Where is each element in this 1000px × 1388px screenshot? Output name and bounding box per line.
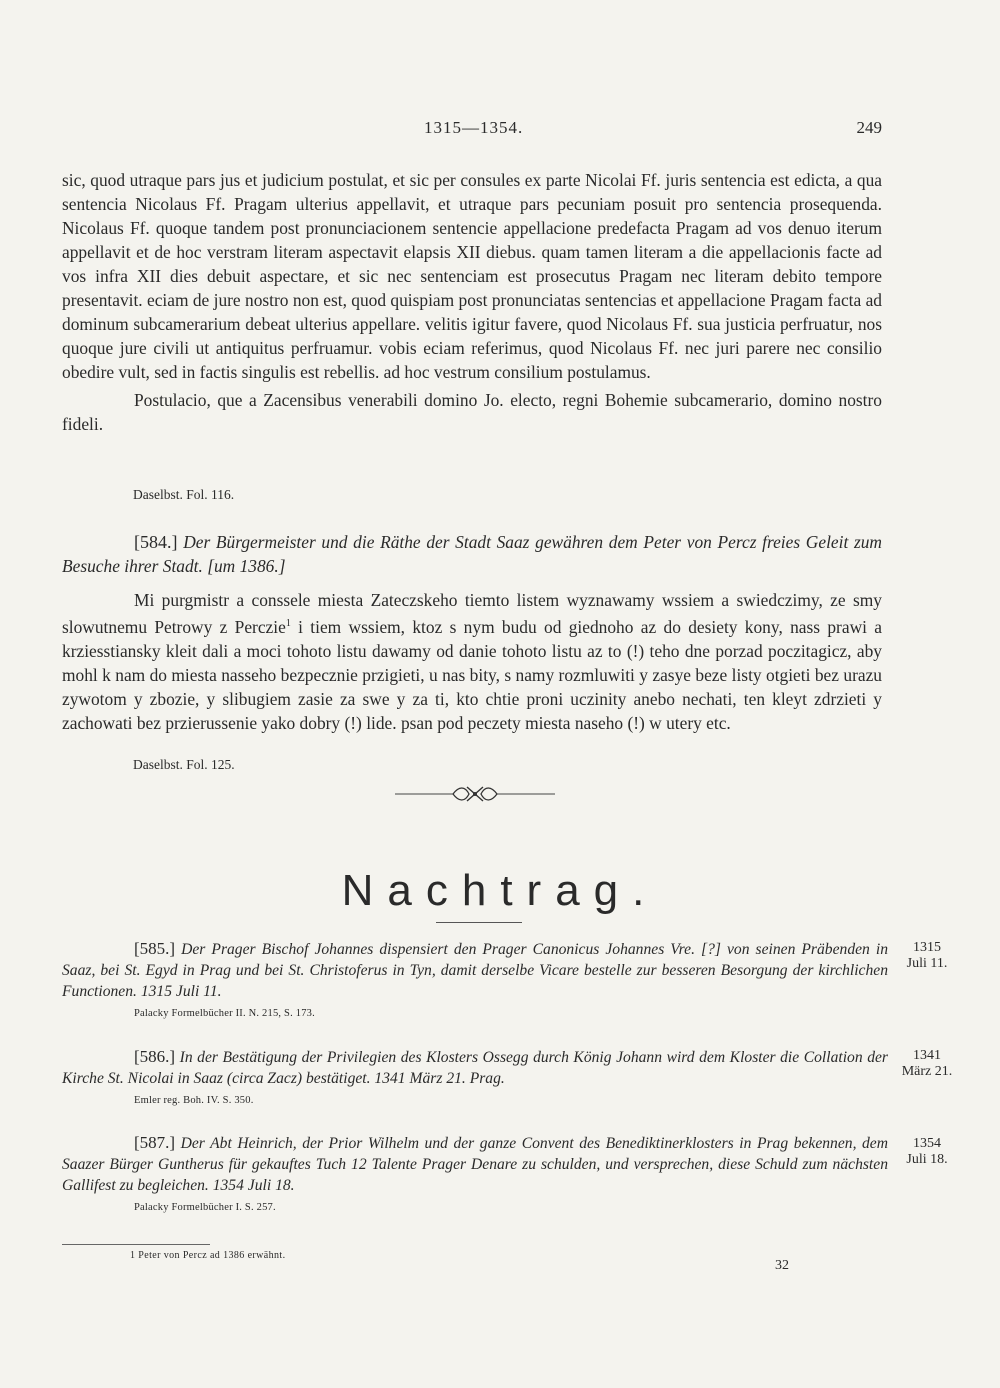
source-note: Daselbst. Fol. 116. bbox=[133, 487, 235, 502]
margin-date-year: 1315 bbox=[913, 940, 941, 955]
margin-date-day: Juli 11. bbox=[906, 956, 948, 971]
source-note: Daselbst. Fol. 125. bbox=[133, 757, 235, 772]
footnote: 1 Peter von Percz ad 1386 erwähnt. bbox=[130, 1250, 286, 1261]
paragraph: Postulacio, que a Zacensibus venerabili domino Jo. electo, regni Bohemie subcamerario, domino nostro fideli. bbox=[62, 390, 882, 434]
nachtrag-entry bbox=[62, 938, 888, 1019]
entry-source: Palacky Formelbücher II. N. 215, S. 173. bbox=[134, 1008, 315, 1019]
margin-date bbox=[892, 1136, 962, 1168]
nachtrag-entry bbox=[62, 1046, 888, 1106]
entry-regest: Der Abt Heinrich, der Prior Wilhelm und der ganze Convent des Benediktinerklosters in Prag bekennen, dem Saazer Bürger Guntherus für gekauftes Tuch 12 Talente Prager Denare zu schulden, und versprechen, diese Schuld zum nächsten Gallifest zu begleichen. 1354 Juli 18. bbox=[62, 1135, 888, 1194]
paragraph: sic, quod utraque pars jus et judicium postulat, et sic per consules ex parte Nicolai Ff. juris sentencia est edicta, a qua sentencia Nicolaus Ff. Pragam ulterius appellavit, et utraque pars pecuniam posuit pro sentencia prosequenda. Nicolaus Ff. quoque tandem post pronunciacionem sentencie appellacione predefacta Pragam ad vos denuo iterum appellavit et de hoc verstram literam aspectavit elapsis XII diebus. quam tamen literam a die appellacionis facte ad vos infra XII dies debuit aspectare, et sic nec sentenciam est prosecutus Pragam nec literam debito tempore presentavit. eciam de jure nostro non est, quod quispiam post pronunciatas sentencias et appellacione Pragam facta ad dominum subcamerarium debeat ulterius appellare. velitis igitur favere, quod Nicolaus Ff. sua justicia perfruatur, nos quoque jure civili ut antiquitus perfruamur. vobis eciam referimus, quod Nicolaus Ff. nec juri parere nec consilio obedire vult, sed in factis singulis est rebellis. ad hoc vestrum consilium postulamus. bbox=[62, 170, 882, 382]
document-heading bbox=[62, 530, 882, 578]
entry-heading bbox=[62, 1132, 888, 1196]
margin-date-year: 1341 bbox=[913, 1048, 941, 1063]
section-title: Nachtrag. bbox=[341, 866, 659, 915]
entry-regest: In der Bestätigung der Privilegien des Klosters Ossegg durch König Johann wird dem Kloster die Collation der Kirche St. Nicolai in Saaz (circa Zacz) bestätiget. 1341 März 21. Prag. bbox=[62, 1049, 888, 1087]
entry-source: Emler reg. Boh. IV. S. 350. bbox=[134, 1095, 254, 1106]
running-head bbox=[62, 118, 882, 142]
footnote-mark: 1 bbox=[285, 618, 291, 629]
entry-source: Palacky Formelbücher I. S. 257. bbox=[134, 1202, 276, 1213]
document-regest: Der Bürgermeister und die Räthe der Stadt Saaz gewähren dem Peter von Percz freies Geleit zum Besuche ihrer Stadt. [um 1386.] bbox=[62, 532, 882, 576]
margin-date-day: Juli 18. bbox=[906, 1152, 948, 1167]
running-title: 1315—1354. bbox=[424, 118, 524, 137]
document-584 bbox=[62, 530, 882, 735]
entry-regest: Der Prager Bischof Johannes dispensiert den Prager Canonicus Johannes Vre. [?] von seinen Präbenden in Saaz, bei St. Egyd in Prag und bei St. Christoferus in Tyn, damit derselbe Vicare bestelle zur besseren Besorgung der kirchlichen Functionen. 1315 Juli 11. bbox=[62, 941, 888, 1000]
margin-date-year: 1354 bbox=[913, 1136, 941, 1151]
entry-heading bbox=[62, 938, 888, 1002]
printer-signature: 32 bbox=[775, 1258, 789, 1273]
margin-date bbox=[892, 940, 962, 972]
document-583-continuation bbox=[62, 168, 882, 436]
ornament-divider-icon bbox=[395, 782, 555, 806]
nachtrag-entry bbox=[62, 1132, 888, 1213]
document-number: [584.] bbox=[134, 532, 178, 552]
entry-number: [585.] bbox=[134, 939, 176, 958]
footnote-rule bbox=[62, 1244, 210, 1245]
entry-heading bbox=[62, 1046, 888, 1089]
page-number: 249 bbox=[856, 118, 882, 137]
entry-number: [586.] bbox=[134, 1047, 176, 1066]
document-text bbox=[62, 588, 882, 735]
document-text-part: Mi purgmistr a conssele miesta Zateczskeho tiemto listem wyznawamy wssiem a swiedczimy, ze smy slowutnemu Petrowy z Perczie bbox=[62, 590, 882, 637]
title-rule bbox=[436, 922, 522, 923]
margin-date-day: März 21. bbox=[901, 1064, 953, 1079]
entry-number: [587.] bbox=[134, 1133, 176, 1152]
margin-date bbox=[892, 1048, 962, 1080]
document-text-part: i tiem wssiem, ktoz s nym budu od giednoho az do desiety kony, nass prawi a krziesstiansky kleit dali a moci tohoto listu dawamy od danie tohoto listu az to (!) teho dne porzad poczitagicz, aby mohl k nam do miesta nasseho bezpecznie przigieti, u nas bity, s namy rozmluwiti y zasye beze listy otgieti bez urazu zywotom y zbozie, y slibugiem zasie za swe y za ti, kto chtie proni uczinity anebo nechati, ten kleyt zdrzieti y zachowati bez przierussenie yako dobry (!) lide. psan pod peczety miesta naseho (!) w utery etc. bbox=[62, 616, 882, 733]
